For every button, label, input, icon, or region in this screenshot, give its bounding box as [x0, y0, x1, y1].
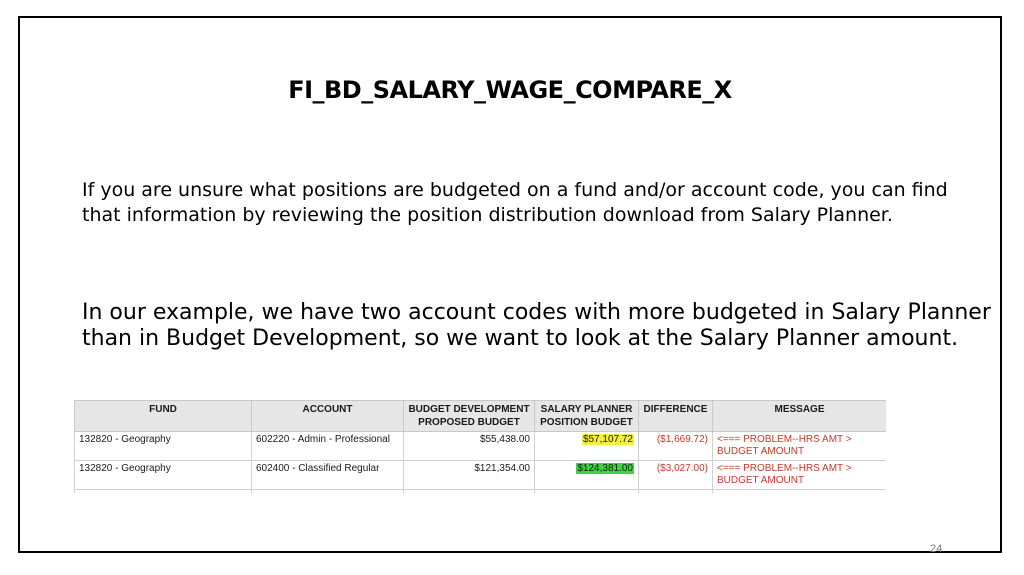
cell-fund: 132820 - Geography — [75, 432, 252, 461]
header-budget-development — [404, 401, 535, 432]
cell-bd-amount: $121,354.00 — [404, 461, 535, 490]
header-bd-line1: BUDGET DEVELOPMENT — [408, 404, 530, 415]
cell-partial — [639, 490, 713, 494]
cell-partial — [713, 490, 887, 494]
cell-message: <=== PROBLEM--HRS AMT > BUDGET AMOUNT — [713, 461, 887, 490]
cell-account: 602400 - Classified Regular — [252, 461, 404, 490]
header-bd-line2: PROPOSED BUDGET — [418, 417, 520, 428]
cell-difference: ($1,669.72) — [639, 432, 713, 461]
page-number: 24 — [930, 543, 943, 555]
table-row — [75, 432, 887, 461]
table-header-row — [75, 401, 887, 432]
cell-partial — [75, 490, 252, 494]
cell-partial — [535, 490, 639, 494]
cell-account: 602220 - Admin - Professional — [252, 432, 404, 461]
slide-title: FI_BD_SALARY_WAGE_COMPARE_X — [288, 76, 732, 104]
cell-partial — [252, 490, 404, 494]
cell-sp-amount — [535, 432, 639, 461]
salary-compare-table-screenshot — [74, 400, 886, 493]
header-account: ACCOUNT — [252, 401, 404, 432]
table-row — [75, 461, 887, 490]
table-row-cut-off — [75, 490, 887, 494]
highlighted-sp-amount: $124,381.00 — [577, 463, 633, 474]
header-difference: DIFFERENCE — [639, 401, 713, 432]
cell-bd-amount: $55,438.00 — [404, 432, 535, 461]
cell-difference: ($3,027.00) — [639, 461, 713, 490]
example-paragraph: In our example, we have two account codes with more budgeted in Salary Planner than in Budget Development, so we want to look at the Salary Planner amount. — [82, 300, 991, 351]
instruction-paragraph: If you are unsure what positions are budgeted on a fund and/or account code, you can find that information by reviewing the position distribution download from Salary Planner. — [82, 179, 948, 226]
header-sp-line2: POSITION BUDGET — [540, 417, 633, 428]
highlighted-sp-amount: $57,107.72 — [582, 434, 633, 445]
cell-message: <=== PROBLEM--HRS AMT > BUDGET AMOUNT — [713, 432, 887, 461]
salary-compare-table — [74, 400, 886, 493]
cell-partial — [404, 490, 535, 494]
header-message: MESSAGE — [713, 401, 887, 432]
header-sp-line1: SALARY PLANNER — [540, 404, 633, 415]
header-fund: FUND — [75, 401, 252, 432]
cell-sp-amount — [535, 461, 639, 490]
header-salary-planner — [535, 401, 639, 432]
cell-fund: 132820 - Geography — [75, 461, 252, 490]
